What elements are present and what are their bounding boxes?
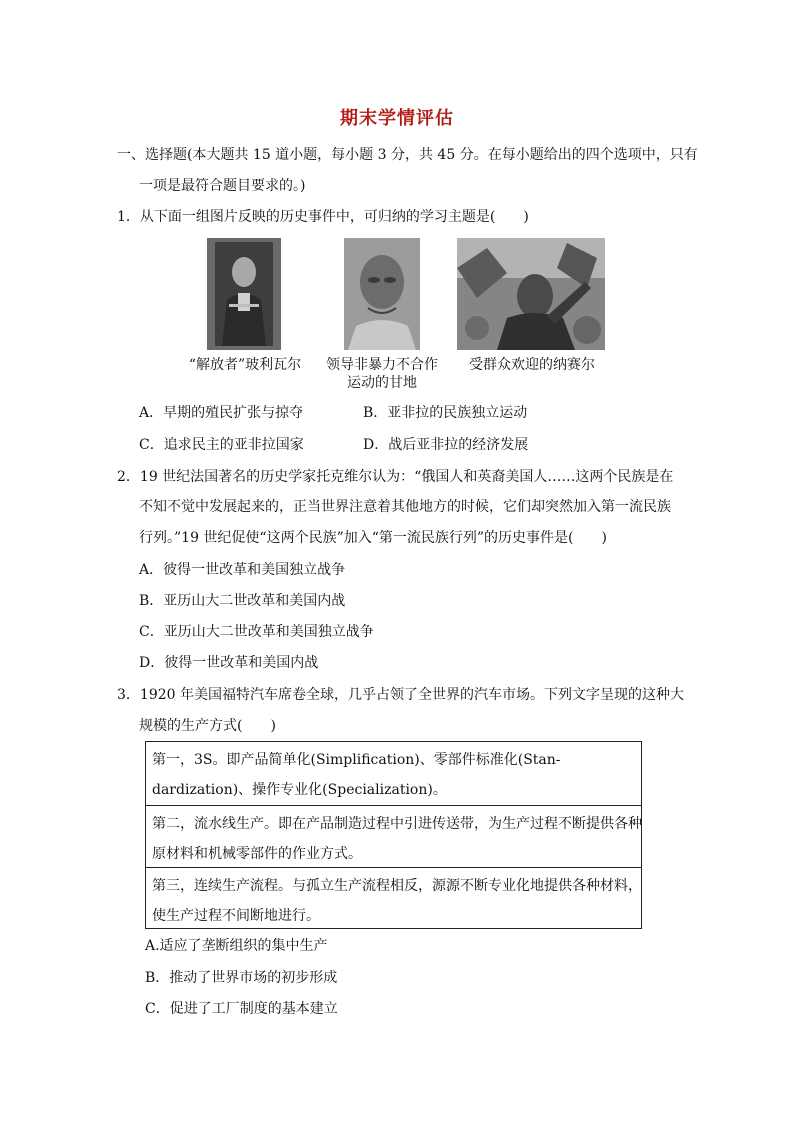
q1-option-a[interactable]: A．早期的殖民扩张与掠夺 [139, 405, 304, 421]
table-row [146, 742, 641, 805]
caption-gandhi-line1: 领导非暴力不合作 [326, 357, 438, 373]
q2-stem-line3: 行列。”19 世纪促使“这两个民族”加入“第一流民族行列”的历史事件是( ) [139, 530, 607, 546]
q2-option-c[interactable]: C．亚历山大二世改革和美国独立战争 [139, 624, 374, 640]
caption-bolivar: “解放者”玻利瓦尔 [188, 357, 302, 373]
q1-option-b[interactable]: B．亚非拉的民族独立运动 [363, 405, 528, 421]
q1-option-d[interactable]: D．战后亚非拉的经济发展 [363, 437, 529, 453]
caption-nasser: 受群众欢迎的纳赛尔 [469, 357, 595, 373]
q1-option-c[interactable]: C．追求民主的亚非拉国家 [139, 437, 304, 453]
table-row1-line1: 第一，3S。即产品简单化(Simplification)、零部件标准化(Stan- [152, 752, 561, 768]
nasser-photo [457, 238, 605, 350]
q2-option-b[interactable]: B．亚历山大二世改革和美国内战 [139, 593, 346, 609]
nasser-crowd-image [457, 238, 605, 350]
table-row [146, 867, 641, 928]
q3-stem-line2: 规模的生产方式( ) [139, 718, 276, 734]
material-table [145, 741, 642, 929]
table-row2-line1: 第二，流水线生产。即在产品制造过程中引进传送带，为生产过程不断提供各种 [152, 816, 642, 832]
gandhi-portrait-image [344, 238, 420, 350]
table-row1-line2: dardization)、操作专业化(Specialization)。 [152, 782, 447, 798]
page-title: 期末学情评估 [340, 108, 454, 129]
table-row3-line1: 第三，连续生产流程。与孤立生产流程相反，源源不断专业化地提供各种材料， [152, 878, 642, 894]
q3-option-c[interactable]: C．促进了工厂制度的基本建立 [145, 1001, 338, 1017]
bolivar-photo [207, 238, 281, 350]
caption-gandhi-line2: 运动的甘地 [347, 375, 417, 391]
table-row3-line2: 使生产过程不间断地进行。 [152, 908, 320, 924]
q2-stem-line2: 不知不觉中发展起来的，正当世界注意着其他地方的时候，它们却突然加入第一流民族 [139, 499, 671, 515]
table-row2-line2: 原材料和机械零部件的作业方式。 [152, 846, 362, 862]
bolivar-portrait-image [207, 238, 281, 350]
section-instruction-line2: 一项是最符合题目要求的。) [139, 178, 306, 194]
gandhi-photo [344, 238, 420, 350]
q1-stem: 1．从下面一组图片反映的历史事件中，可归纳的学习主题是( ) [117, 209, 529, 225]
q2-option-d[interactable]: D．彼得一世改革和美国内战 [139, 655, 319, 671]
q2-stem-line1: 2．19 世纪法国著名的历史学家托克维尔认为：“俄国人和英裔美国人……这两个民族是在 [117, 469, 674, 485]
q3-option-a[interactable]: A.适应了垄断组织的集中生产 [145, 938, 328, 954]
q2-option-a[interactable]: A．彼得一世改革和美国独立战争 [139, 562, 346, 578]
section-instruction-line1: 一、选择题(本大题共 15 道小题，每小题 3 分，共 45 分。在每小题给出的四个选项中，只有 [117, 147, 698, 163]
table-row [146, 805, 641, 867]
q3-stem-line1: 3．1920 年美国福特汽车席卷全球，几乎占领了全世界的汽车市场。下列文字呈现的这种大 [117, 687, 684, 703]
q3-option-b[interactable]: B．推动了世界市场的初步形成 [145, 970, 338, 986]
